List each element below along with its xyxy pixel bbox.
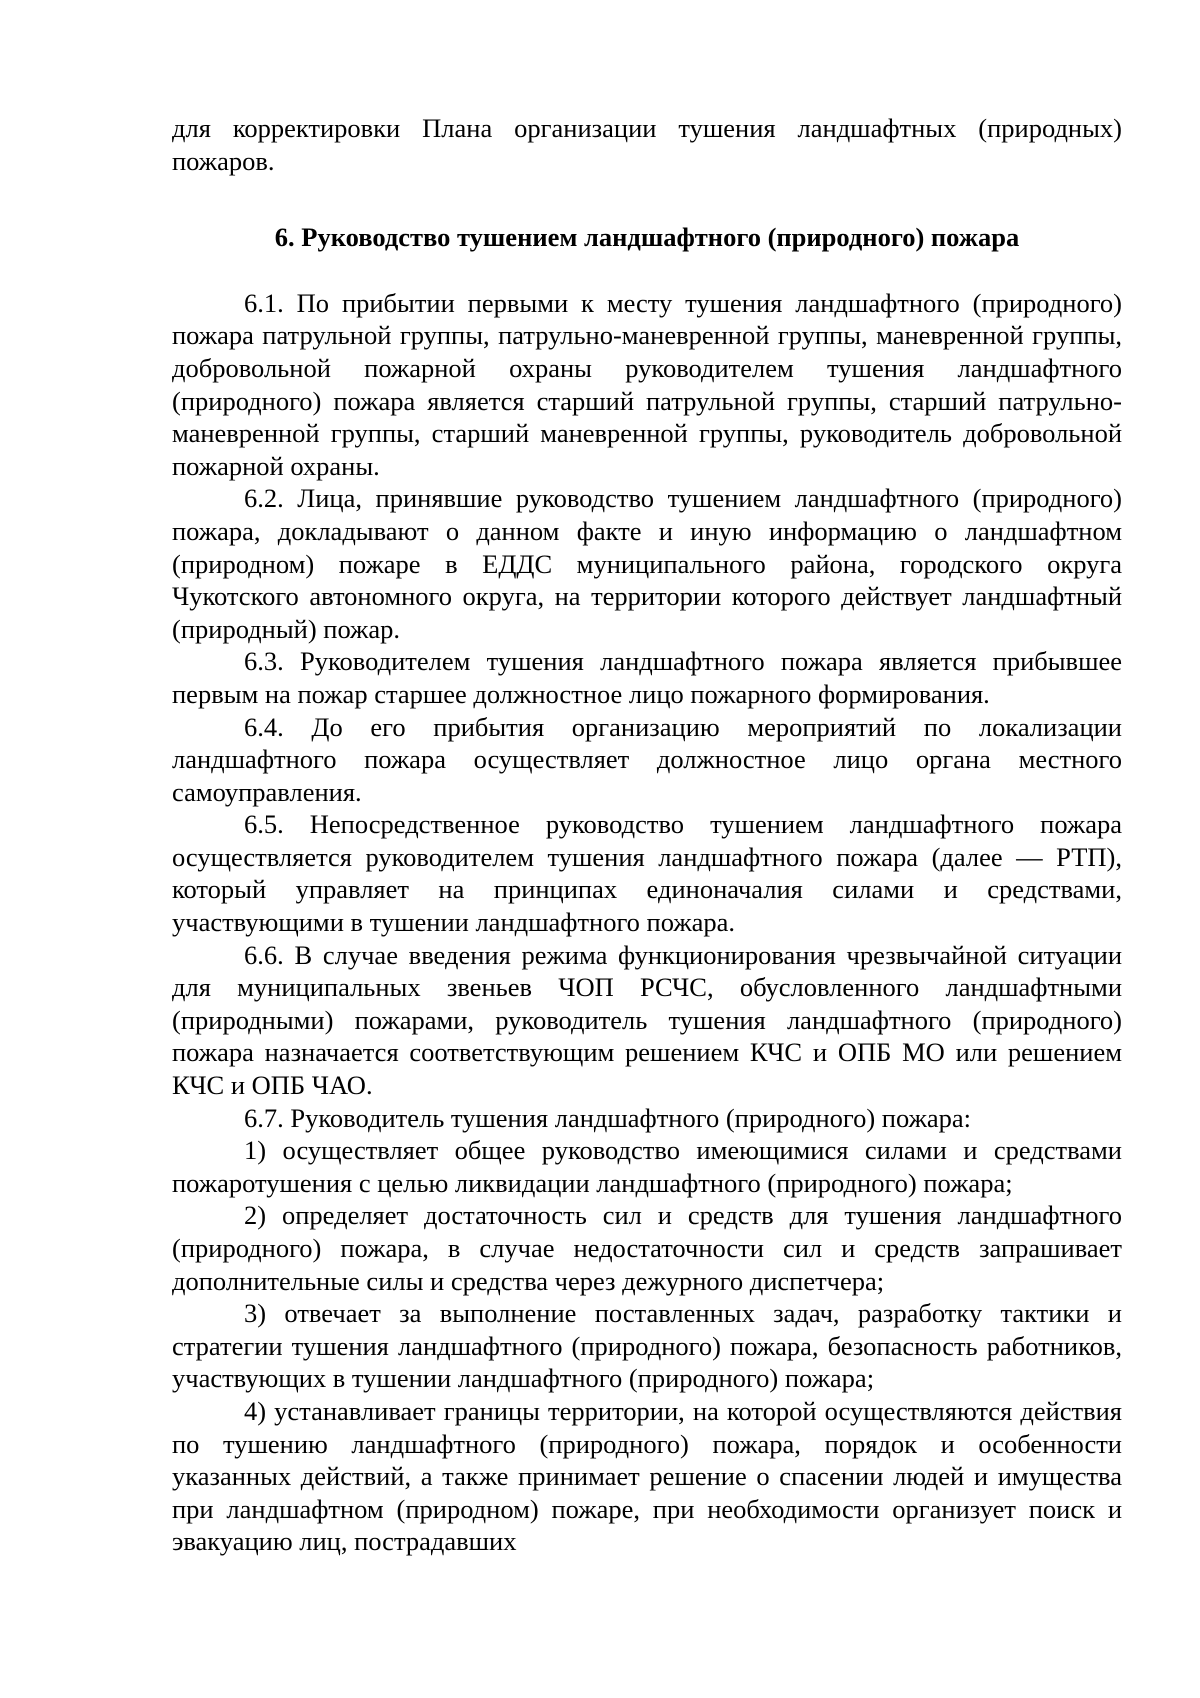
list-item-2: 2) определяет достаточность сил и средств для тушения ландшафтного (природного) пожара, в случае недостаточности сил и средств запрашивает дополнительные силы и средства через дежурного диспетчера; [172,1200,1122,1296]
paragraph-6-7: 6.7. Руководитель тушения ландшафтного (природного) пожара: [244,1102,972,1133]
paragraph-6-5: 6.5. Непосредственное руководство тушением ландшафтного пожара осуществляется руководителем тушения ландшафтного пожара (далее — РТП), который управляет на принципах единоначалия силами и средствами, участвующими в тушении ландшафтного пожара. [172,809,1122,938]
paragraph-6-1: 6.1. По прибытии первыми к месту тушения ландшафтного (природного) пожара патрульной группы, патрульно-маневренной группы, маневренной группы, добровольной пожарной охраны руководителем тушения ландшафтного (природного) пожара является старший патрульной группы, старший патрульно-маневренной группы, старший маневренной группы, руководитель добровольной пожарной охраны. [172,287,1122,481]
paragraph-6-3: 6.3. Руководителем тушения ландшафтного пожара является прибывшее первым на пожар старшее должностное лицо пожарного формирования. [172,646,1122,709]
paragraph-6-6: 6.6. В случае введения режима функционирования чрезвычайной ситуации для муниципальных звеньев ЧОП РСЧС, обусловленного ландшафтными (природными) пожарами, руководитель тушения ландшафтного (природного) пожара назначается соответствующим решением КЧС и ОПБ МО или решением КЧС и ОПБ ЧАО. [172,939,1122,1101]
list-item-4: 4) устанавливает границы территории, на которой осуществляются действия по тушению ландшафтного (природного) пожара, порядок и особенности указанных действий, а также принимает решение о спасении людей и имущества при ландшафтном (природном) пожаре, при необходимости организует поиск и эвакуацию лиц, пострадавших [172,1395,1122,1557]
paragraph-6-2: 6.2. Лица, принявшие руководство тушением ландшафтного (природного) пожара, докладывают о данном факте и иную информацию о ландшафтном (природном) пожаре в ЕДДС муниципального района, городского округа Чукотского автономного округа, на территории которого действует ландшафтный (природный) пожар. [172,483,1122,644]
section-heading: 6. Руководство тушением ландшафтного (природного) пожара [274,222,1020,253]
document-page [172,112,1122,1558]
list-item-1: 1) осуществляет общее руководство имеющимися силами и средствами пожаротушения с целью ликвидации ландшафтного (природного) пожара; [172,1135,1122,1198]
intro-paragraph: для корректировки Плана организации тушения ландшафтных (природных) пожаров. [172,113,1122,176]
paragraph-6-4: 6.4. До его прибытия организацию мероприятий по локализации ландшафтного пожара осуществляет должностное лицо органа местного самоуправления. [172,711,1122,807]
list-item-3: 3) отвечает за выполнение поставленных задач, разработку тактики и стратегии тушения ландшафтного (природного) пожара, безопасность работников, участвующих в тушении ландшафтного (природного) пожара; [172,1298,1122,1394]
